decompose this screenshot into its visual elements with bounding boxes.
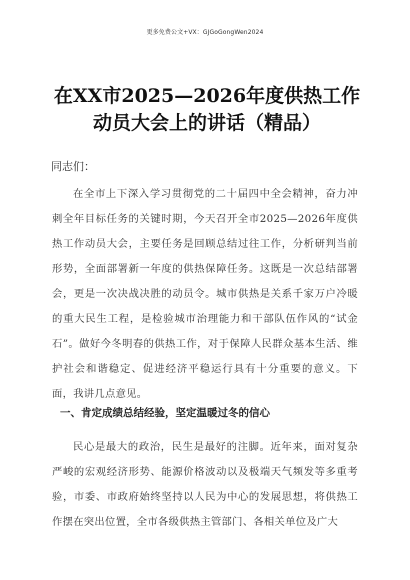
- body-paragraph: 在全市上下深入学习贯彻党的二十届四中全会精神，奋力冲刺全年目标任务的关键时期，今天召开全市2025—2026年度供热工作动员大会，主要任务是回顾总结过往工作，分析研判当前形势，全面部署新一年度的供热保障任务。这既是一次总结部署会，更是一次决战决胜的动员令。城市供热是关系千家万户冷暖的重大民生工程，是检验城市治理能力和干部队伍作风的“试金石”。做好今冬明春的供热工作，对于保障人民群众基本生活、维护社会和谐稳定、促进经济平稳运行具有十分重要的意义。下面，我讲几点意见。: [52, 188, 358, 400]
- section-heading: 一、肯定成绩总结经验，坚定温暖过冬的信心: [60, 407, 270, 419]
- document-title: 在XX市2025—2026年度供热工作动员大会上的讲话（精品）: [53, 85, 361, 134]
- body-paragraph: 民心是最大的政治，民生是最好的注脚。近年来，面对复杂严峻的宏观经济形势、能源价格波动以及极端天气频发等多重考验，市委、市政府始终坚持以人民为中心的发展思想，将供热工作摆在突出位置，全市各级供热主管部门、各相关单位及广大: [52, 441, 358, 528]
- salutation: 同志们：: [51, 160, 95, 173]
- header-note: 更多免费公文+VX：GJGoGongWen2024: [146, 29, 264, 36]
